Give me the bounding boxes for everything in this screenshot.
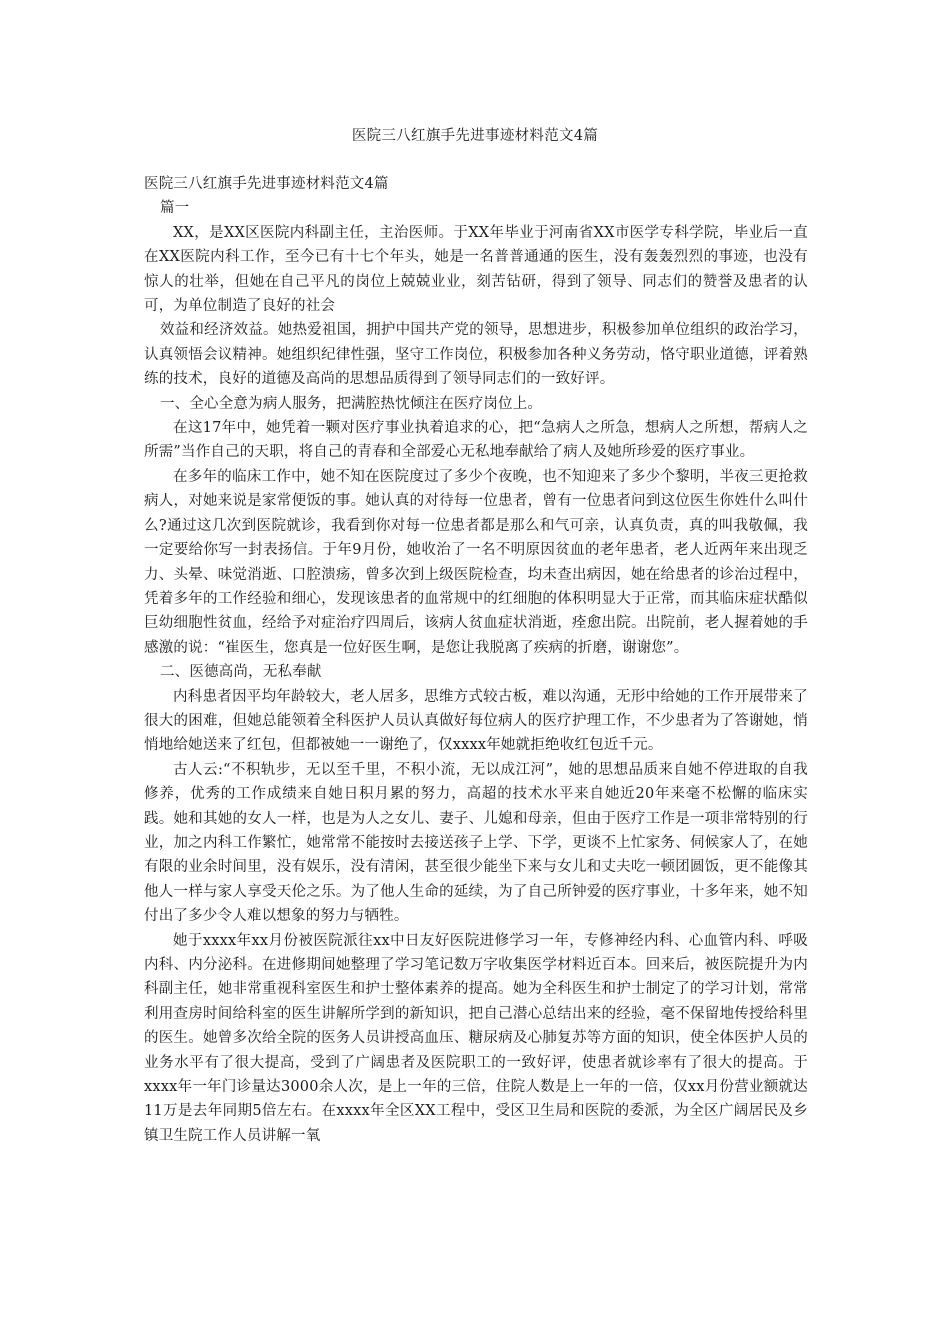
heading-paragraph: 二、医德高尚，无私奉献	[159, 664, 322, 681]
body-paragraph: 她于xxxx年xx月份被医院派往xx中日友好医院进修学习一年，专修神经内科、心血管内科、呼吸内科、内分泌科。在进修期间她整理了学习笔记数万字收集医学材料近百本。回来后，被医院提升为内科副主任，她非常重视科室医生和护士整体素养的提高。她为全科医生和护士制定了的学习计划，常常利用查房时间给科室的医生讲解所学到的新知识，把自己潜心总结出来的经验，毫不保留地传授给科里的医生。她曾多次给全院的医务人员讲授高血压、糖尿病及心肺复苏等方面的知识，使全体医护人员的业务水平有了很大提高，受到了广阔患者及医院职工的一致好评，使患者就诊率有了很大的提高。于xxxx年一年门诊量达3000余人次，是上一年的三倍，住院人数是上一年的一倍，仅xx月份营业额就达11万是去年同期5倍左右。在xxxx年全区XX工程中，受区卫生局和医院的委派，为全区广阔居民及乡镇卫生院工作人员讲解一氧	[144, 932, 808, 1144]
section-label-paragraph: 篇一	[159, 200, 190, 217]
body-paragraph: 内科患者因平均年龄较大，老人居多，思维方式较古板，难以沟通，无形中给她的工作开展带来了很大的困难，但她总能领着全科医护人员认真做好每位病人的医疗护理工作，不少患者为了答谢她，悄悄地给她送来了红包，但都被她一一谢绝了，仅xxxx年她就拒绝收红包近千元。	[144, 688, 808, 754]
document-body	[144, 172, 808, 1148]
body-paragraph: 在这17年中，她凭着一颗对医疗事业执着追求的心，把“急病人之所急，想病人之所想，帮病人之所需”当作自己的天职，将自己的青春和全部爱心无私地奉献给了病人及她所珍爱的医疗事业。	[144, 420, 808, 461]
document-title: 医院三八红旗手先进事迹材料范文4篇	[351, 128, 599, 144]
body-paragraph: 在多年的临床工作中，她不知在医院度过了多少个夜晚，也不知迎来了多少个黎明，半夜三更抢救病人，对她来说是家常便饭的事。她认真的对待每一位患者，曾有一位患者问到这位医生你姓什么叫什么?通过这几次到医院就诊，我看到你对每一位患者都是那么和气可亲，认真负责，真的叫我敬佩，我一定要给你写一封表扬信。于年9月份，她收治了一名不明原因贫血的老年患者，老人近两年来出现乏力、头晕、味觉消逝、口腔溃疡，曾多次到上级医院检查，均未查出病因，她在给患者的诊治过程中，凭着多年的工作经验和细心，发现该患者的血常规中的红细胞的体积明显大于正常，而其临床症状酷似巨幼细胞性贫血，经给予对症治疗四周后，该病人贫血症状消逝，痊愈出院。出院前，老人握着她的手感激的说：“崔医生，您真是一位好医生啊，是您让我脱离了疾病的折磨，谢谢您”。	[144, 468, 808, 656]
body-paragraph: 古人云:“不积轨步，无以至千里，不积小流，无以成江河”，她的思想品质来自她不停进取的自我修养，优秀的工作成绩来自她日积月累的努力，高超的技术水平来自她近20年来毫不松懈的临床实践。她和其她的女人一样，也是为人之女儿、妻子、儿媳和母亲，但由于医疗工作是一项非常特别的行业，加之内科工作繁忙，她常常不能按时去接送孩子上学、下学，更谈不上忙家务、伺候家人了，在她有限的业余时间里，没有娱乐，没有清闲，甚至很少能坐下来与女儿和丈夫吃一顿团圆饭，更不能像其他人一样与家人享受天伦之乐。为了他人生命的延续，为了自己所钟爱的医疗事业，十多年来，她不知付出了多少令人难以想象的努力与牺牲。	[144, 761, 808, 925]
subtitle-paragraph: 医院三八红旗手先进事迹材料范文4篇	[144, 176, 389, 192]
body-paragraph: XX，是XX区医院内科副主任，主治医师。于XX年毕业于河南省XX市医学专科学院，毕业后一直在XX医院内科工作，至今已有十七个年头，她是一名普普通通的医生，没有轰轰烈烈的事迹，也没有惊人的壮举，但她在自己平凡的岗位上兢兢业业，刻苦钻研，得到了领导、同志们的赞誉及患者的认可，为单位制造了良好的社会	[144, 224, 808, 315]
heading-paragraph: 一、全心全意为病人服务，把满腔热忱倾注在医疗岗位上。	[159, 395, 543, 412]
body-paragraph: 效益和经济效益。她热爱祖国，拥护中国共产党的领导，思想进步，积极参加单位组织的政治学习，认真领悟会议精神。她组织纪律性强，坚守工作岗位，积极参加各种义务劳动，恪守职业道德，评着熟练的技术，良好的道德及高尚的思想品质得到了领导同志们的一致好评。	[144, 322, 808, 388]
